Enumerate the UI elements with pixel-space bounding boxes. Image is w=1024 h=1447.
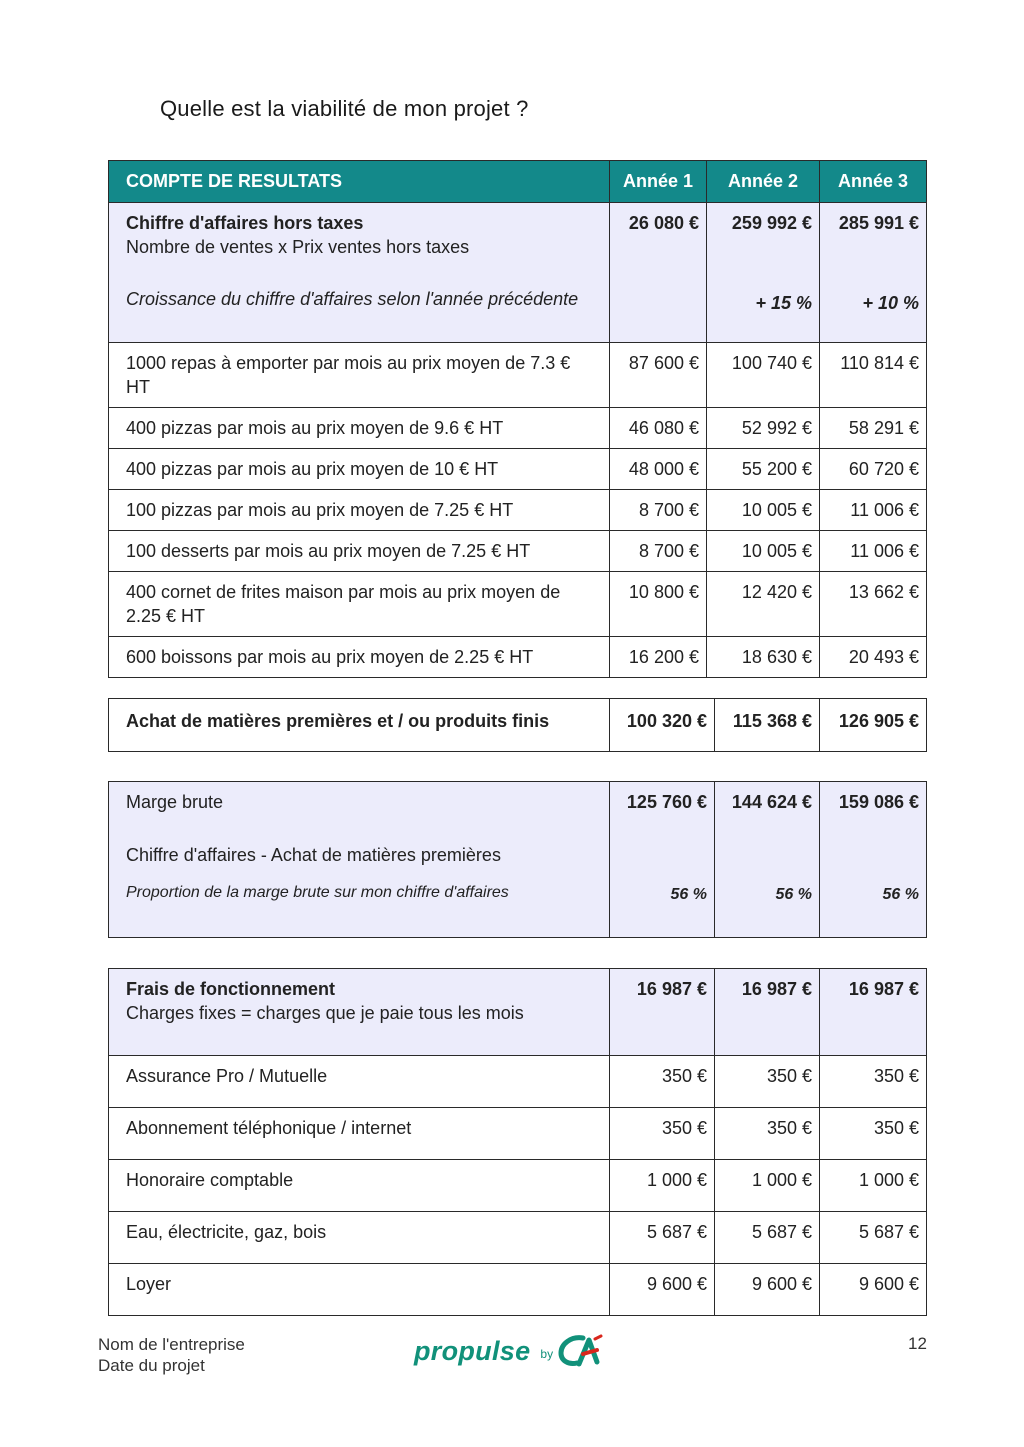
table-row [109,1108,927,1160]
row-label: 600 boissons par mois au prix moyen de 2.25 € HT [109,637,610,678]
row-value: 48 000 € [610,449,707,490]
operating-costs-year-1: 16 987 € [610,969,715,1056]
table-row [109,1264,927,1316]
gross-margin-cell [109,782,610,938]
revenue-growth: + 15 % [755,293,812,313]
table-row [109,449,927,490]
purchases-year-3: 126 905 € [820,699,927,752]
row-value: 11 006 € [820,531,927,572]
revenue-year-1 [610,203,707,343]
operating-costs-year-2: 16 987 € [715,969,820,1056]
row-value: 13 662 € [820,572,927,637]
operating-costs-title: Frais de fonctionnement [126,979,336,999]
row-value: 350 € [610,1108,715,1160]
row-value: 350 € [715,1056,820,1108]
propulse-logo [414,1334,603,1368]
revenue-value: 26 080 € [628,213,699,233]
revenue-growth: + 10 % [862,293,919,313]
row-value: 110 814 € [820,343,927,408]
row-label: 400 pizzas par mois au prix moyen de 9.6 € HT [109,408,610,449]
header-label: COMPTE DE RESULTATS [109,161,610,203]
row-value: 9 600 € [820,1264,927,1316]
page-title: Quelle est la viabilité de mon projet ? [160,96,529,121]
row-value: 55 200 € [707,449,820,490]
logo-by: by [540,1347,554,1361]
revenue-year-2 [707,203,820,343]
purchases-row [109,699,927,752]
header-year-1: Année 1 [610,161,707,203]
row-value: 350 € [715,1108,820,1160]
gross-margin-value: 159 086 € [838,792,919,812]
row-value: 1 000 € [820,1160,927,1212]
logo-wordmark: propulse [414,1335,531,1366]
row-value: 12 420 € [707,572,820,637]
gross-margin-table [108,781,927,938]
row-label: Honoraire comptable [109,1160,610,1212]
revenue-subtitle: Nombre de ventes x Prix ventes hors taxes [126,237,470,257]
row-value: 11 006 € [820,490,927,531]
operating-costs-summary-row [109,969,927,1056]
purchases-label: Achat de matières premières et / ou produits finis [109,699,610,752]
revenue-year-3 [820,203,927,343]
gross-margin-proportion: 56 % [882,886,919,903]
page-number: 12 [908,1334,927,1353]
operating-costs-table [108,968,927,1316]
row-label: Eau, électricite, gaz, bois [109,1212,610,1264]
row-label: 400 cornet de frites maison par mois au prix moyen de 2.25 € HT [109,572,610,637]
row-value: 16 200 € [610,637,707,678]
revenue-summary-row [109,203,927,343]
revenue-title: Chiffre d'affaires hors taxes [126,213,364,233]
income-statement-table [108,160,927,678]
row-value: 18 630 € [707,637,820,678]
revenue-summary-cell [109,203,610,343]
purchases-year-1: 100 320 € [610,699,715,752]
row-value: 20 493 € [820,637,927,678]
row-value: 87 600 € [610,343,707,408]
gross-margin-proportion: 56 % [775,886,812,903]
table-row [109,408,927,449]
row-value: 10 005 € [707,531,820,572]
company-name: Nom de l'entreprise [98,1335,245,1354]
row-value: 350 € [610,1056,715,1108]
row-value: 5 687 € [820,1212,927,1264]
operating-costs-cell [109,969,610,1056]
row-value: 350 € [820,1056,927,1108]
credit-agricole-logo-icon [557,1334,603,1368]
row-value: 60 720 € [820,449,927,490]
row-value: 5 687 € [610,1212,715,1264]
gross-margin-row [109,782,927,938]
project-date: Date du projet [98,1356,205,1375]
row-value: 52 992 € [707,408,820,449]
table-row [109,1056,927,1108]
row-value: 10 800 € [610,572,707,637]
row-value: 10 005 € [707,490,820,531]
row-value: 9 600 € [610,1264,715,1316]
gross-margin-title: Marge brute [126,792,224,812]
gross-margin-year-2 [715,782,820,938]
table-row [109,343,927,408]
gross-margin-value: 144 624 € [731,792,812,812]
gross-margin-formula: Chiffre d'affaires - Achat de matières premières [126,845,501,865]
row-value: 1 000 € [610,1160,715,1212]
row-label: Loyer [109,1264,610,1316]
header-year-2: Année 2 [707,161,820,203]
row-value: 350 € [820,1108,927,1160]
row-value: 5 687 € [715,1212,820,1264]
row-label: 1000 repas à emporter par mois au prix moyen de 7.3 € HT [109,343,610,408]
table-row [109,490,927,531]
row-value: 1 000 € [715,1160,820,1212]
row-label: Assurance Pro / Mutuelle [109,1056,610,1108]
row-value: 46 080 € [610,408,707,449]
revenue-growth-label: Croissance du chiffre d'affaires selon l'année précédente [126,289,579,309]
table-row [109,1212,927,1264]
table-row [109,637,927,678]
table-header-row [109,161,927,203]
header-year-3: Année 3 [820,161,927,203]
footer-info [98,1334,245,1376]
row-value: 9 600 € [715,1264,820,1316]
gross-margin-year-3 [820,782,927,938]
purchases-table [108,698,927,752]
gross-margin-proportion: 56 % [670,886,707,903]
revenue-value: 285 991 € [838,213,919,233]
operating-costs-year-3: 16 987 € [820,969,927,1056]
gross-margin-proportion-label: Proportion de la marge brute sur mon chiffre d'affaires [126,884,509,901]
row-value: 58 291 € [820,408,927,449]
row-label: 100 pizzas par mois au prix moyen de 7.25 € HT [109,490,610,531]
row-label: 400 pizzas par mois au prix moyen de 10 € HT [109,449,610,490]
operating-costs-subtitle: Charges fixes = charges que je paie tous les mois [126,1003,524,1023]
row-value: 100 740 € [707,343,820,408]
gross-margin-value: 125 760 € [626,792,707,812]
row-label: 100 desserts par mois au prix moyen de 7.25 € HT [109,531,610,572]
row-value: 8 700 € [610,531,707,572]
table-row [109,1160,927,1212]
row-value: 8 700 € [610,490,707,531]
table-row [109,572,927,637]
table-row [109,531,927,572]
row-label: Abonnement téléphonique / internet [109,1108,610,1160]
gross-margin-year-1 [610,782,715,938]
purchases-year-2: 115 368 € [715,699,820,752]
revenue-value: 259 992 € [731,213,812,233]
